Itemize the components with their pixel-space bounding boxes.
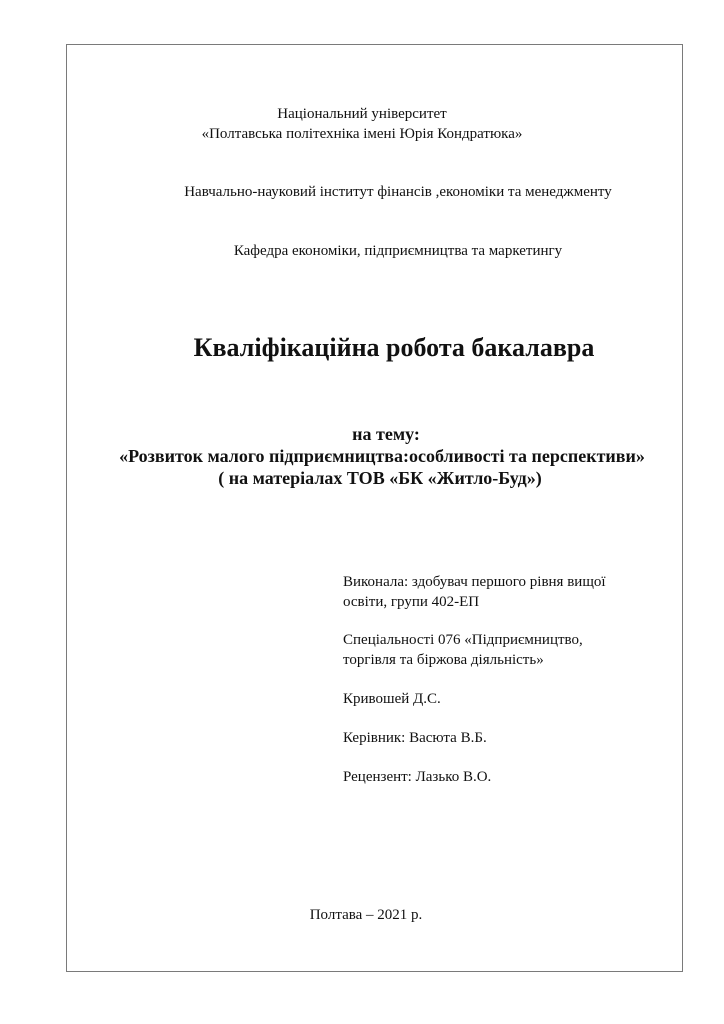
supervisor: Керівник: Васюта В.Б. — [343, 730, 487, 746]
topic-line-2: ( на матеріалах ТОВ «БК «Житло-Буд») — [218, 468, 542, 488]
thesis-title: Кваліфікаційна робота бакалавра — [193, 333, 595, 362]
author-name: Кривошей Д.С. — [343, 691, 441, 707]
specialty-line-1: Спеціальності 076 «Підприємництво, — [343, 632, 583, 648]
department-name: Кафедра економіки, підприємництва та маркетингу — [233, 243, 563, 259]
topic-line-1: «Розвиток малого підприємництва:особливості та перспективи» — [119, 446, 645, 466]
city-year: Полтава – 2021 р. — [309, 907, 423, 923]
performed-by-line-2: освіти, групи 402-ЕП — [343, 594, 480, 610]
university-name: Національний університет — [277, 106, 447, 122]
institute-name: Навчально-науковий інститут фінансів ,економіки та менеджменту — [184, 184, 612, 200]
reviewer: Рецензент: Лазько В.О. — [343, 769, 492, 785]
performed-by-line-1: Виконала: здобувач першого рівня вищої — [343, 574, 606, 590]
specialty-line-2: торгівля та біржова діяльність» — [343, 652, 544, 668]
university-full-name: «Полтавська політехніка імені Юрія Кондратюка» — [201, 126, 523, 142]
topic-label: на тему: — [352, 424, 420, 444]
